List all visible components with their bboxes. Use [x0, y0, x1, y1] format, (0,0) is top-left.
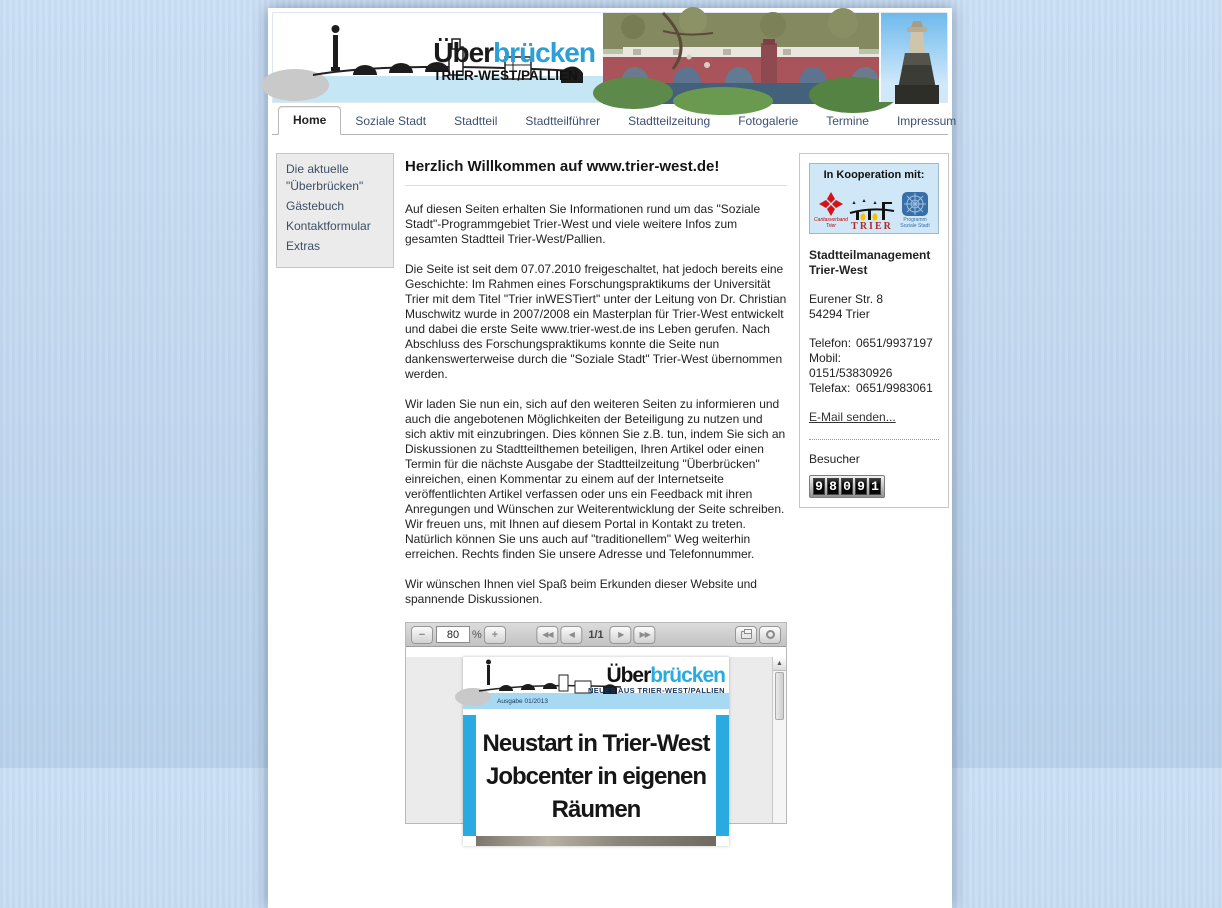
logo-subtitle: TRIER-WEST/PALLIEN [433, 68, 578, 83]
newspaper-page [463, 657, 729, 846]
headline-left-bar [463, 715, 476, 836]
zoom-level-input[interactable] [436, 626, 470, 643]
logo-title-blue: brücken [493, 37, 595, 68]
sidebar-item-kontaktformular[interactable]: Kontaktformular [286, 219, 371, 233]
fullscreen-icon[interactable] [759, 626, 781, 644]
zoom-in-icon[interactable]: + [484, 626, 506, 644]
heading-divider [405, 185, 787, 186]
newspaper-headline-block [463, 715, 729, 836]
pdf-toolbar [406, 623, 786, 647]
sidebar-menu [276, 153, 394, 268]
tab-fotogalerie[interactable]: Fotogalerie [738, 114, 799, 128]
tab-impressum[interactable]: Impressum [896, 114, 957, 128]
tab-termine[interactable]: Termine [826, 114, 869, 128]
print-icon[interactable] [735, 626, 757, 644]
soziale-stadt-logo: Programm Soziale Stadt [896, 191, 934, 229]
sidebar-item-aktuelle-ueberbruecken[interactable]: Die aktuelle "Überbrücken" [286, 162, 364, 193]
newspaper-issue: Ausgabe 01/2013 [497, 698, 548, 705]
org-name-line2: Trier-West [809, 263, 868, 277]
site-logo[interactable] [273, 13, 603, 102]
scrollbar-thumb[interactable] [775, 672, 784, 720]
pdf-scrollbar[interactable] [772, 657, 786, 823]
newspaper-logo-black: Über [606, 664, 651, 687]
page-title: Herzlich Willkommen auf www.trier-west.de! [405, 158, 720, 175]
next-page-icon[interactable]: ▶ [610, 626, 632, 644]
first-page-icon[interactable]: ◀◀ [536, 626, 558, 644]
aside-divider [809, 439, 939, 440]
content-area [272, 135, 948, 824]
mobile-line: Mobil:0151/53830926 [809, 351, 893, 380]
info-box [799, 153, 949, 508]
headline-right-bar [716, 715, 729, 836]
header-banner [272, 12, 948, 103]
main-navigation [272, 107, 957, 135]
newspaper-header [463, 657, 729, 709]
newspaper-photo [476, 836, 716, 846]
phone-line: Telefon: 0651/9937197 [809, 336, 933, 350]
logo-title-black: Über [433, 37, 494, 68]
email-link[interactable]: E-Mail senden... [809, 410, 896, 424]
cooperation-title: In Kooperation mit: [823, 169, 925, 181]
fax-line: Telefax: 0651/9983061 [809, 381, 933, 395]
newspaper-logo-blue: brücken [650, 664, 725, 687]
zoom-out-icon[interactable]: − [411, 626, 433, 644]
page-container [268, 8, 957, 908]
monument-photo [879, 13, 947, 102]
org-name-line1: Stadtteilmanagement [809, 248, 931, 262]
newspaper-tagline: NEUES AUS TRIER-WEST/PALLIEN [587, 686, 725, 695]
pdf-viewer [405, 622, 787, 824]
roman-bridge-photo [603, 13, 879, 102]
intro-paragraph: Auf diesen Seiten erhalten Sie Informationen rund um das "Soziale Stadt"-Programmgebiet Trier-West und viele weitere Infos zum gesamten Stadtteil Trier-West/Pallien. [405, 202, 761, 246]
right-sidebar [799, 153, 949, 824]
tab-stadtteilfuehrer[interactable]: Stadtteilführer [525, 114, 601, 128]
main-column [405, 153, 787, 824]
percent-label: % [472, 628, 482, 641]
pdf-document-area [406, 657, 786, 823]
tab-home[interactable]: Home [278, 106, 341, 135]
contact-info [809, 248, 939, 498]
cooperation-banner[interactable] [809, 163, 939, 234]
tab-soziale-stadt[interactable]: Soziale Stadt [355, 114, 427, 128]
tab-stadtteilzeitung[interactable]: Stadtteilzeitung [628, 114, 711, 128]
city-address: 54294 Trier [809, 307, 870, 321]
invitation-paragraph: Wir laden Sie nun ein, sich auf den weiteren Seiten zu informieren und auch die angebotenen Möglichkeiten der Beteiligung zu nutzen und sich aktiv mit einzubringen. Dies können Sie z.B. tun, indem Sie sich an Diskussionen zu Stadtteilthemen beteiligen, Ihren Artikel oder einen Termin für die nächste Ausgabe der Stadtteilzeitung "Überbrücken" einreichen, einen Kommentar zu einem auf der Internetseite veröffentlichten Artikel verfassen oder uns ein Feedback mit ihren Anregungen und Wünschen zur Weiterentwicklung der Seite schreiben. Wir freuen uns, mit Ihnen auf diesem Portal in Kontakt zu treten. Natürlich können Sie uns auch auf "traditionellem" Weg weiterhin erreichen. Rechts finden Sie unsere Adresse und Telefonnummer. [405, 397, 786, 561]
sidebar-item-extras[interactable]: Extras [286, 239, 321, 253]
caritas-logo: Caritasverband Trier [814, 191, 848, 229]
visitor-counter: 9 8 0 9 1 [809, 475, 885, 498]
sidebar-item-gaestebuch[interactable]: Gästebuch [286, 199, 345, 213]
history-paragraph: Die Seite ist seit dem 07.07.2010 freigeschaltet, hat jedoch bereits eine Geschichte: Im Rahmen eines Forschungspraktikums der Universität Trier mit dem Titel "Trier inWESTiert" unter der Leitung von Dr. Christian Muschwitz wurde in 2007/2008 ein Masterplan für Trier-West entwickelt und dabei die erste Seite www.trier-west.de ins Leben gerufen. Nach Abschluss des Forschungspraktikums konnte die Seite nun dankenswerterweise durch die "Soziale Stadt" Trier-West übernommen werden. [405, 262, 787, 381]
visitors-label: Besucher [809, 452, 860, 466]
street-address: Eurener Str. 8 [809, 292, 884, 306]
prev-page-icon[interactable]: ◀ [560, 626, 582, 644]
trier-city-logo: TRIER [848, 197, 896, 230]
newspaper-headline: Neustart in Trier-West Jobcenter in eigenen Räumen [482, 730, 710, 823]
logo-text [433, 39, 595, 83]
scroll-up-icon[interactable]: ▲ [773, 657, 786, 671]
page-indicator: 1/1 [588, 628, 604, 641]
closing-paragraph: Wir wünschen Ihnen viel Spaß beim Erkunden dieser Website und spannende Diskussionen. [405, 577, 757, 606]
last-page-icon[interactable]: ▶▶ [634, 626, 656, 644]
left-sidebar [276, 153, 394, 824]
tab-stadtteil[interactable]: Stadtteil [454, 114, 498, 128]
newspaper-logo [588, 665, 725, 695]
